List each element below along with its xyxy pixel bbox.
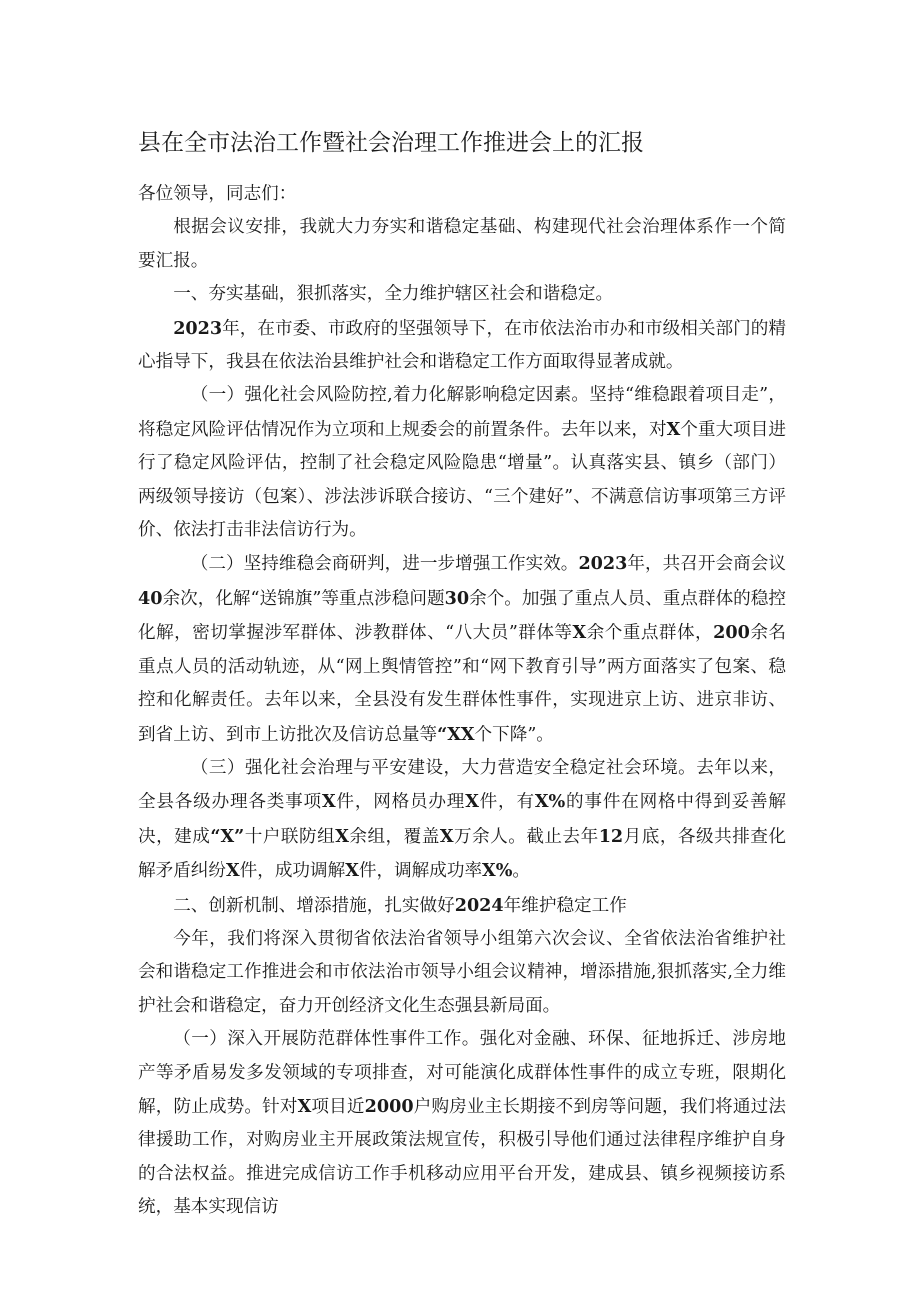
section2-heading: 二、创新机制、增添措施，扎实做好2024年维护稳定工作 <box>173 894 627 916</box>
section2-paragraph: 今年，我们将深入贯彻省依法治省领导小组第六次会议、全省依法治省维护社会和谐稳定工作推进会和市依法治市领导小组会议精神，增添措施,狠抓落实,全力维护社会和谐稳定，奋力开创经济文化生态强县新局面。 <box>138 928 786 1016</box>
section1-paragraph: 2023年，在市委、市政府的坚强领导下，在市依法治市办和市级相关部门的精心指导下，我县在依法治县维护社会和谐稳定工作方面取得显著成就。 <box>138 317 786 373</box>
intro-paragraph: 根据会议安排，我就大力夯实和谐稳定基础、构建现代社会治理体系作一个简要汇报。 <box>138 217 786 271</box>
document-body <box>138 178 786 1225</box>
section2-item1: （一）深入开展防范群体性事件工作。强化对金融、环保、征地拆迁、涉房地产等矛盾易发多发领域的专项排查，对可能演化成群体性事件的成立专班，限期化解，防止成势。针对X项目近2000户购房业主长期接不到房等问题，我们将通过法律援助工作，对购房业主开展政策法规宣传，积极引导他们通过法律程序维护自身的合法权益。推进完成信访工作手机移动应用平台开发，建成县、镇乡视频接访系统，基本实现信访 <box>138 1029 786 1218</box>
section1-item1: （一）强化社会风险防控,着力化解影响稳定因素。坚持“维稳跟着项目走”，将稳定风险评估情况作为立项和上规委会的前置条件。去年以来，对X个重大项目进行了稳定风险评估，控制了社会稳定风险隐患“增量”。认真落实县、镇乡（部门）两级领导接访（包案）、涉法涉诉联合接访、“三个建好”、不满意信访事项第三方评价、依法打击非法信访行为。 <box>138 385 786 541</box>
salutation: 各位领导，同志们： <box>138 184 297 204</box>
section1-heading: 一、夯实基础，狠抓落实，全力维护辖区社会和谐稳定。 <box>173 284 614 305</box>
section1-item2: （二）坚持维稳会商研判，进一步增强工作实效。2023年，共召开会商会议40余次，化解“送锦旗”等重点涉稳问题30余个。加强了重点人员、重点群体的稳控化解，密切掌握涉军群体、涉教群体、“八大员”群体等X余个重点群体，200余名重点人员的活动轨迹，从“网上舆情管控”和“网下教育引导”两方面落实了包案、稳控和化解责任。去年以来，全县没有发生群体性事件，实现进京上访、进京非访、到省上访、到市上访批次及信访总量等“XX个下降”。 <box>138 553 786 745</box>
document-title: 县在全市法治工作暨社会治理工作推进会上的汇报 <box>138 130 644 156</box>
section1-item3: （三）强化社会治理与平安建设，大力营造安全稳定社会环境。去年以来，全县各级办理各类事项X件，网格员办理X件，有X%的事件在网格中得到妥善解决，建成“X”十户联防组X余组，覆盖X万余人。截止去年12月底，各级共排查化解矛盾纠纷X件，成功调解X件，调解成功率X%。 <box>138 757 786 882</box>
